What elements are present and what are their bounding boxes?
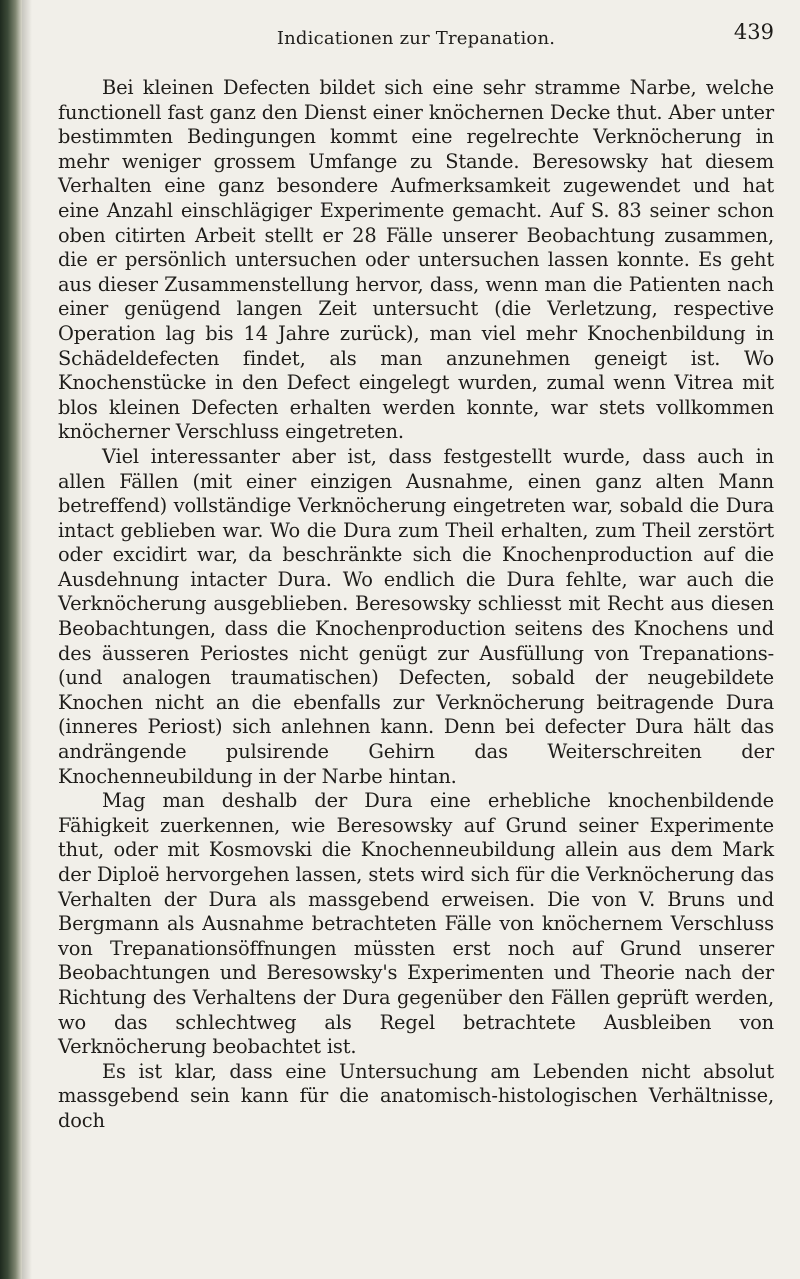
body-text bbox=[58, 76, 774, 1134]
book-page bbox=[58, 18, 774, 1134]
paragraph: Viel interessanter aber ist, dass festgestellt wurde, dass auch in allen Fällen (mit einer einzigen Ausnahme, einen ganz alten Mann betreffend) vollständige Verknöcherung eingetreten war, sobald die Dura intact geblieben war. Wo die Dura zum Theil erhalten, zum Theil zerstört oder excidirt war, da beschränkte sich die Knochenproduction auf die Ausdehnung intacter Dura. Wo endlich die Dura fehlte, war auch die Verknöcherung ausgeblieben. Beresowsky schliesst mit Recht aus diesen Beobachtungen, dass die Knochenproduction seitens des Knochens und des äusseren Periostes nicht genügt zur Ausfüllung von Trepanations- (und analogen traumatischen) Defecten, sobald der neugebildete Knochen nicht an die ebenfalls zur Verknöcherung beitragende Dura (inneres Periost) sich anlehnen kann. Denn bei defecter Dura hält das andrängende pulsirende Gehirn das Weiterschreiten der Knochenneubildung in der Narbe hintan. bbox=[58, 444, 774, 788]
running-head bbox=[58, 18, 774, 58]
paragraph: Bei kleinen Defecten bildet sich eine sehr stramme Narbe, welche functionell fast ganz den Dienst einer knöchernen Decke thut. Aber unter bestimmten Bedingungen kommt eine regelrechte Verknöcherung in mehr weniger grossem Umfange zu Stande. Beresowsky hat diesem Verhalten eine ganz besondere Aufmerksamkeit zugewendet und hat eine Anzahl einschlägiger Experimente gemacht. Auf S. 83 seiner schon oben citirten Arbeit stellt er 28 Fälle unserer Beobachtung zusammen, die er persönlich untersuchen oder untersuchen lassen konnte. Es geht aus dieser Zusammenstellung hervor, dass, wenn man die Patienten nach einer genügend langen Zeit untersucht (die Verletzung, respective Operation lag bis 14 Jahre zurück), man viel mehr Knochenbildung in Schädeldefecten findet, als man anzunehmen geneigt ist. Wo Knochenstücke in den Defect eingelegt wurden, zumal wenn Vitrea mit blos kleinen Defecten erhalten werden konnte, war stets vollkommen knöcherner Verschluss eingetreten. bbox=[58, 76, 774, 444]
paragraph: Es ist klar, dass eine Untersuchung am Lebenden nicht absolut massgebend sein kann für die anatomisch-histologischen Verhältnisse, doch bbox=[58, 1059, 774, 1132]
gutter-shadow bbox=[22, 0, 32, 1279]
paragraph: Mag man deshalb der Dura eine erhebliche knochenbildende Fähigkeit zuerkennen, wie Beresowsky auf Grund seiner Experimente thut, oder mit Kosmovski die Knochenneubildung allein aus dem Mark der Diploë hervorgehen lassen, stets wird sich für die Verknöcherung das Verhalten der Dura als massgebend erweisen. Die von V. Bruns und Bergmann als Ausnahme betrachteten Fälle von knöchernem Verschluss von Trepanationsöffnungen müssten erst noch auf Grund unserer Beobachtungen und Beresowsky's Experimenten und Theorie nach der Richtung des Verhaltens der Dura gegenüber den Fällen geprüft werden, wo das schlechtweg als Regel betrachtete Ausbleiben von Verknöcherung beobachtet ist. bbox=[58, 789, 774, 1059]
book-spine-shadow bbox=[0, 0, 22, 1279]
page-number: 439 bbox=[733, 20, 774, 44]
running-title: Indicationen zur Trepanation. bbox=[276, 28, 556, 49]
